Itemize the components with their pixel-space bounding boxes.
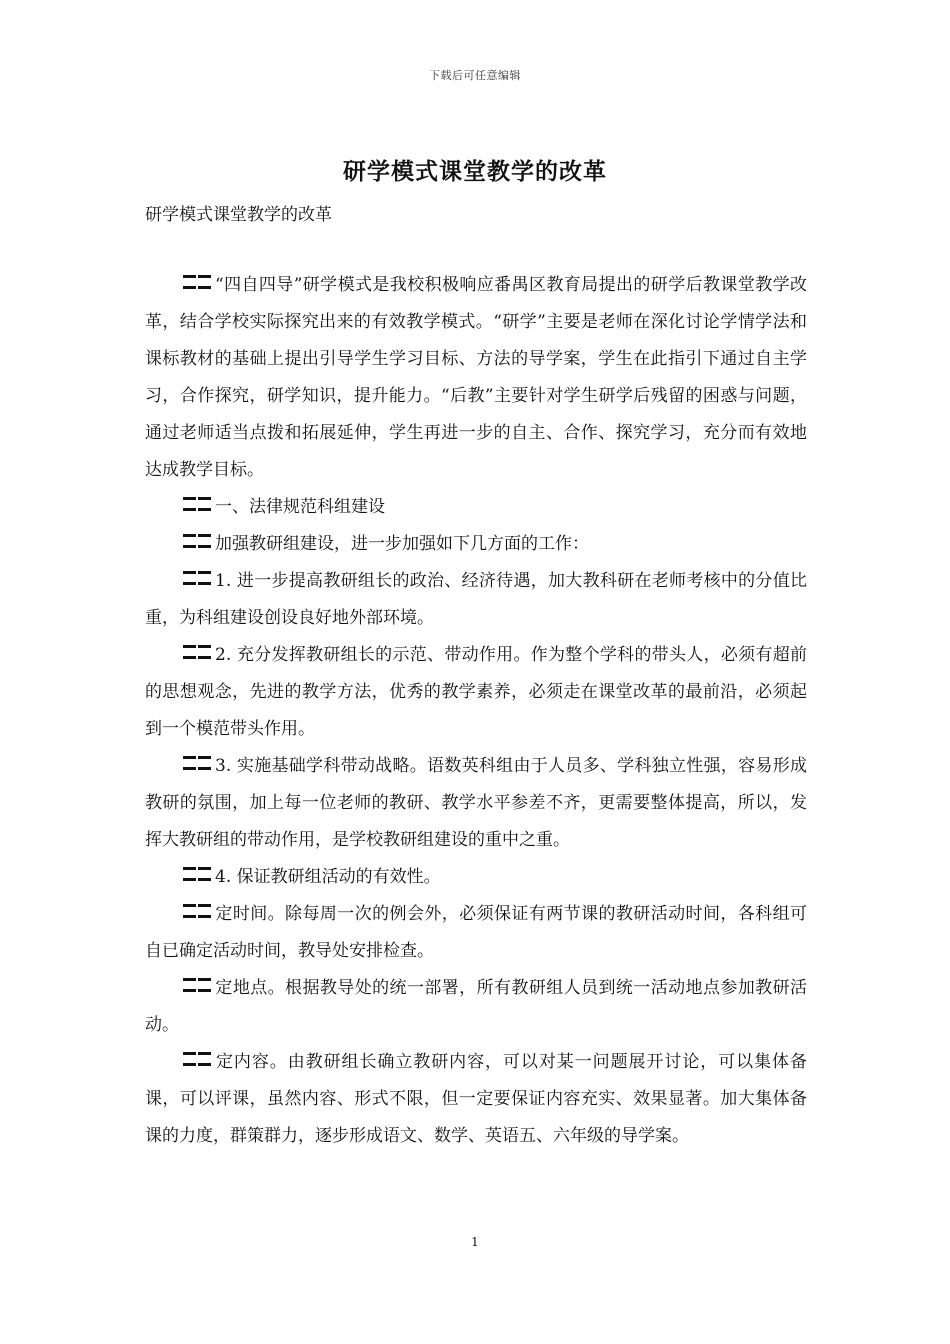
paragraph-text: 3. 实施基础学科带动战略。语数英科组由于人员多、学科独立性强，容易形成教研的氛围，加上每一位老师的教研、教学水平参差不齐，更需要整体提高，所以，发挥大教研组的带动作用，是学校教研组建设的重中之重。: [145, 756, 807, 850]
paragraph: [145, 748, 807, 859]
paragraph-marker-icon: [183, 534, 211, 551]
paragraph-marker-icon: [183, 867, 211, 884]
paragraph-text: 1. 进一步提高教研组长的政治、经济待遇，加大教科研在老师考核中的分值比重，为科组建设创设良好地外部环境。: [145, 571, 807, 628]
paragraph: [145, 563, 807, 637]
paragraph: [145, 267, 807, 489]
section-heading: 一、法律规范科组建设: [215, 497, 385, 517]
paragraph-text: 定地点。根据教导处的统一部署，所有教研组人员到统一活动地点参加教研活动。: [145, 978, 807, 1035]
paragraph-marker-icon: [183, 904, 211, 921]
paragraph-text: 4. 保证教研组活动的有效性。: [215, 867, 441, 887]
paragraph-marker-icon: [183, 756, 211, 773]
paragraph: [145, 859, 807, 896]
paragraph-marker-icon: [183, 497, 211, 514]
paragraph: [145, 526, 807, 563]
document-subtitle: 研学模式课堂教学的改革: [145, 205, 332, 225]
document-body: [145, 267, 807, 1155]
paragraph-text: 定内容。由教研组长确立教研内容，可以对某一问题展开讨论，可以集体备课，可以评课，虽然内容、形式不限，但一定要保证内容充实、效果显著。加大集体备课的力度，群策群力，逐步形成语文、数学、英语五、六年级的导学案。: [145, 1052, 807, 1146]
paragraph: [145, 1044, 807, 1155]
paragraph-text: 定时间。除每周一次的例会外，必须保证有两节课的教研活动时间，各科组可自已确定活动时间，教导处安排检查。: [145, 904, 807, 961]
document-title: 研学模式课堂教学的改革: [343, 158, 607, 185]
paragraph-marker-icon: [183, 571, 211, 588]
paragraph-marker-icon: [183, 978, 211, 995]
paragraph-text: “四自四导”研学模式是我校积极响应番禺区教育局提出的研学后教课堂教学改革，结合学校实际探究出来的有效教学模式。“研学”主要是老师在深化讨论学情学法和课标教材的基础上提出引导学生学习目标、方法的导学案，学生在此指引下通过自主学习，合作探究，研学知识，提升能力。“后教”主要针对学生研学后残留的困惑与问题，通过老师适当点拨和拓展延伸，学生再进一步的自主、合作、探究学习，充分而有效地达成教学目标。: [145, 275, 807, 480]
header-note: 下载后可任意编辑: [429, 69, 521, 82]
paragraph: [145, 970, 807, 1044]
paragraph-marker-icon: [183, 1052, 211, 1069]
paragraph: [145, 637, 807, 748]
paragraph-text: 加强教研组建设，进一步加强如下几方面的工作：: [215, 534, 589, 554]
paragraph-marker-icon: [183, 645, 211, 662]
page-number: 1: [471, 1235, 479, 1249]
paragraph-text: 2. 充分发挥教研组长的示范、带动作用。作为整个学科的带头人，必须有超前的思想观念，先进的教学方法，优秀的教学素养，必须走在课堂改革的最前沿，必须起到一个模范带头作用。: [145, 645, 807, 739]
paragraph-marker-icon: [183, 275, 211, 292]
paragraph: [145, 489, 807, 526]
paragraph: [145, 896, 807, 970]
